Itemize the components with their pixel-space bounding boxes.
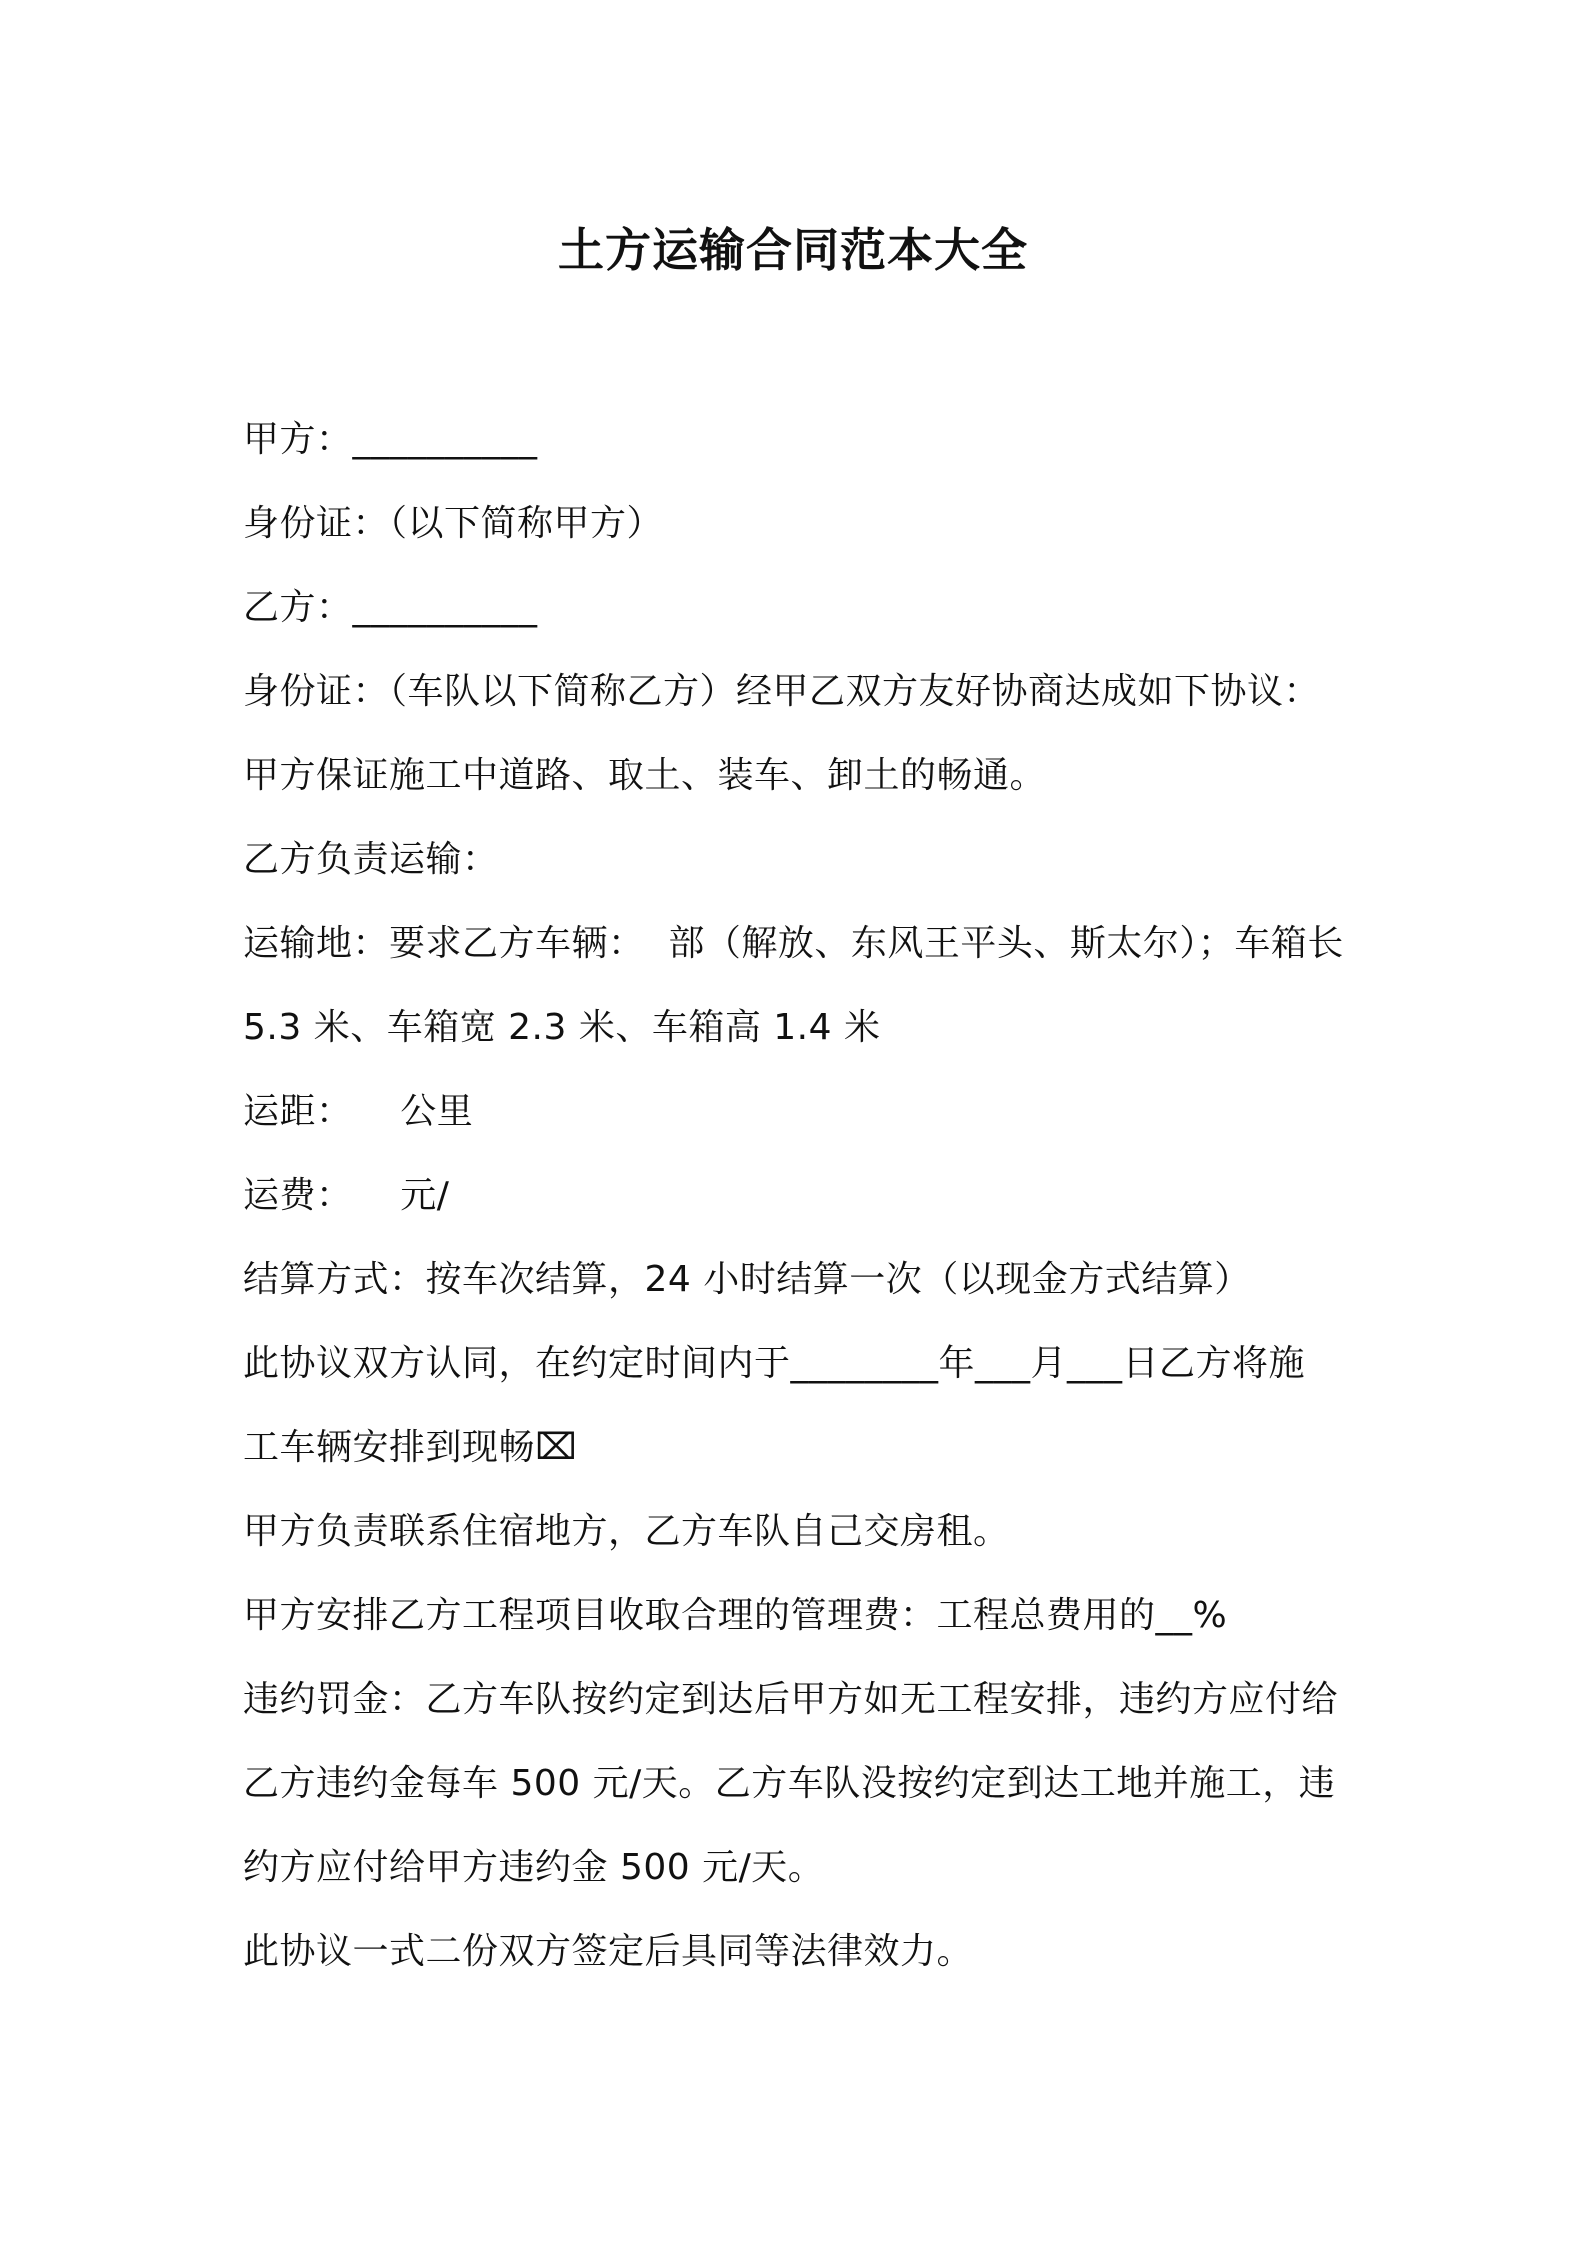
clause-validity-line: 此协议一式二份双方签定后具同等法律效力。 (243, 1931, 974, 1972)
clause-schedule-line: 此协议双方认同，在约定时间内于________年___月___日乙方将施 (243, 1343, 1306, 1384)
clause-penalty-cont-line: 乙方违约金每车 500 元/天。乙方车队没按约定到达工地并施工，违 (243, 1763, 1336, 1804)
clause-transport-line: 乙方负责运输： (243, 839, 499, 880)
party-b-id-line: 身份证：（车队以下简称乙方）经甲乙双方友好协商达成如下协议： (243, 671, 1321, 712)
party-a-line: 甲方：__________ (243, 419, 538, 460)
clause-management-fee-line: 甲方安排乙方工程项目收取合理的管理费：工程总费用的__% (243, 1595, 1228, 1636)
clause-penalty-line: 违约罚金：乙方车队按约定到达后甲方如无工程安排，违约方应付给 (243, 1679, 1339, 1720)
party-b-line: 乙方：__________ (243, 587, 538, 628)
document-title: 土方运输合同范本大全 (558, 223, 1028, 277)
clause-distance-line: 运距： 公里 (243, 1091, 474, 1132)
clause-lodging-line: 甲方负责联系住宿地方，乙方车队自己交房租。 (243, 1511, 1010, 1552)
clause-vehicle-line: 运输地：要求乙方车辆： 部（解放、东风王平头、斯太尔）；车箱长 (243, 923, 1344, 964)
party-a-id-line: 身份证：（以下简称甲方） (243, 503, 664, 544)
clause-settlement-line: 结算方式：按车次结算，24 小时结算一次（以现金方式结算） (243, 1259, 1251, 1300)
document-body (243, 398, 1363, 1994)
clause-schedule-cont-line: 工车辆安排到现畅⌧ (243, 1427, 577, 1468)
clause-vehicle-size-line: 5.3 米、车箱宽 2.3 米、车箱高 1.4 米 (243, 1007, 881, 1048)
clause-fee-line: 运费： 元/ (243, 1175, 450, 1216)
clause-penalty-end-line: 约方应付给甲方违约金 500 元/天。 (243, 1847, 825, 1888)
clause-road-line: 甲方保证施工中道路、取土、装车、卸土的畅通。 (243, 755, 1047, 796)
